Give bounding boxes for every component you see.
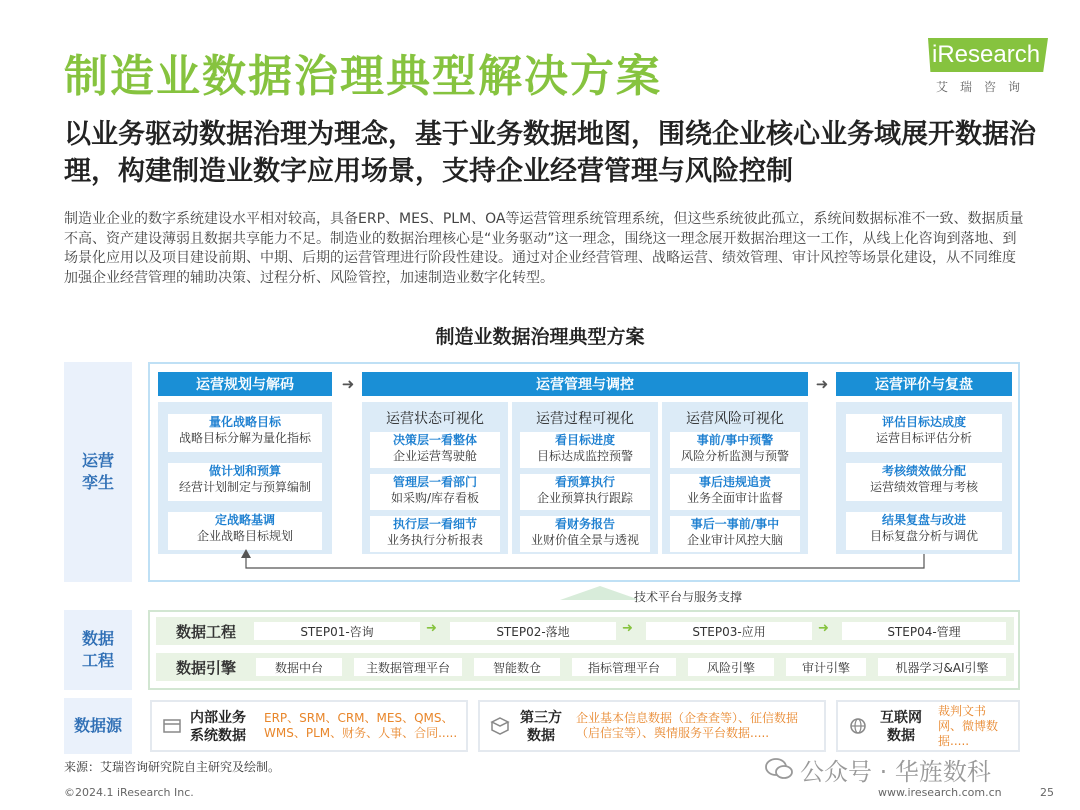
step-pill: STEP01-咨询 xyxy=(254,622,420,640)
card-title: 结果复盘与改进 xyxy=(881,513,966,527)
eng-engines-row xyxy=(156,653,1014,681)
page-subtitle: 以业务驱动数据治理为理念，基于业务数据地图，围绕企业核心业务域展开数据治理，构建制造业数字应用场景，支持企业经营管理与风险控制 xyxy=(64,119,1036,187)
source-name xyxy=(190,709,246,745)
card-title: 看预算执行 xyxy=(554,475,615,489)
globe-icon xyxy=(848,716,868,736)
card-desc: 企业运营驾驶舱 xyxy=(392,449,477,463)
logo-text: iResearch xyxy=(932,41,1041,68)
category-data-source xyxy=(64,698,132,754)
logo-subtitle: 艾瑞咨询 xyxy=(936,80,1033,94)
category-data-eng xyxy=(64,610,132,690)
card-desc: 企业预算执行跟踪 xyxy=(536,491,633,505)
source-list-line: 企业基本信息数据（企查查等）、征信数据 xyxy=(576,711,799,725)
eng-steps-row xyxy=(156,617,1014,645)
engine-pill: 主数据管理平台 xyxy=(354,658,462,676)
card-title: 管理层一看部门 xyxy=(392,475,477,489)
sub-state-visual xyxy=(362,402,508,554)
source-name xyxy=(520,709,562,745)
box-icon xyxy=(490,716,510,736)
col-review-head: 运营评价与复盘 xyxy=(836,372,1012,396)
card-desc: 业务全面审计监督 xyxy=(686,491,783,505)
card-manager-layer xyxy=(370,474,500,510)
source-name-line: 数据 xyxy=(887,728,915,744)
col-review-body xyxy=(836,402,1012,554)
source-internal xyxy=(150,700,468,752)
copyright: ©2024.1 iResearch Inc. xyxy=(64,786,194,799)
source-list-line: （启信宝等）、舆情服务平台数据..... xyxy=(576,726,770,740)
source-list xyxy=(576,711,798,741)
source-list xyxy=(938,704,998,749)
card-title: 看目标进度 xyxy=(554,433,615,447)
arrow-right-icon: ➜ xyxy=(818,621,829,636)
up-arrow-icon xyxy=(560,586,640,600)
card-quantify-goals xyxy=(168,414,322,452)
engine-pill: 风险引擎 xyxy=(688,658,774,676)
card-title: 决策层一看整体 xyxy=(392,433,477,447)
arrow-right-icon: ➜ xyxy=(815,375,829,393)
card-desc: 运营绩效管理与考核 xyxy=(869,480,978,494)
card-post-accountability xyxy=(670,474,800,510)
engine-pill: 智能数仓 xyxy=(474,658,560,676)
feedback-loop-connector xyxy=(148,540,1020,580)
card-desc: 如采购/库存看板 xyxy=(390,491,480,505)
arrow-right-icon: ➜ xyxy=(622,621,633,636)
sub-process-visual xyxy=(512,402,658,554)
card-title: 看财务报告 xyxy=(554,517,615,531)
card-desc: 运营目标评估分析 xyxy=(875,431,972,445)
iresearch-logo xyxy=(928,38,1050,94)
card-title: 评估目标达成度 xyxy=(881,415,966,429)
source-name xyxy=(880,709,922,745)
source-name-line: 内部业务 xyxy=(190,710,246,726)
card-pre-warning xyxy=(670,432,800,468)
eng-row-label: 数据引擎 xyxy=(176,659,237,677)
card-goal-assessment xyxy=(846,414,1002,452)
watermark: 公众号 · 华旌数科 xyxy=(800,758,991,786)
card-title: 考核绩效做分配 xyxy=(881,464,966,478)
card-budget-exec xyxy=(520,474,650,510)
col-planning-head: 运营规划与解码 xyxy=(158,372,332,396)
category-src-label: 数据源 xyxy=(73,716,122,735)
source-name-line: 数据 xyxy=(527,728,555,744)
arrow-right-icon: ➜ xyxy=(426,621,437,636)
step-pill: STEP04-管理 xyxy=(842,622,1006,640)
engine-pill: 数据中台 xyxy=(256,658,342,676)
category-ops-label: 运营 孪生 xyxy=(81,451,114,492)
card-title: 做计划和预算 xyxy=(208,464,281,478)
source-list-line: ERP、SRM、CRM、MES、QMS、 xyxy=(264,711,454,725)
source-name-line: 系统数据 xyxy=(190,728,246,744)
step-pill: STEP03-应用 xyxy=(646,622,812,640)
source-third-party xyxy=(478,700,826,752)
card-title: 执行层一看细节 xyxy=(392,517,477,531)
card-title: 事后一事前/事中 xyxy=(690,517,780,531)
body-paragraph: 制造业企业的数字系统建设水平相对较高，具备ERP、MES、PLM、OA等运营管理系统管理系统，但这些系统彼此孤立，系统间数据标准不一致、数据质量不高、资产建设薄弱且数据共享能力不足。制造业的数据治理核心是“业务驱动”这一理念，围绕这一理念展开数据治理这一工作，从线上化咨询到落地、到场景化应用以及项目建设前期、中期、后期的运营管理进行阶段性建设。通过对企业经营管理、战略运营、绩效管理、审计风控等场景化建设，从不同维度加强企业经营管理的辅助决策、过程分析、风险管控，加速制造业数字化转型。 xyxy=(64,211,1024,286)
page-title: 制造业数据治理典型解决方案 xyxy=(64,51,662,102)
website: www.iresearch.com.cn xyxy=(878,786,1002,799)
card-title: 量化战略目标 xyxy=(208,415,281,429)
card-goal-progress xyxy=(520,432,650,468)
card-desc: 目标达成监控预警 xyxy=(536,449,633,463)
card-title: 事前/事中预警 xyxy=(696,433,774,447)
server-icon xyxy=(162,716,182,736)
card-desc: 风险分析监测与预警 xyxy=(680,449,789,463)
card-title: 事后违规追责 xyxy=(698,475,771,489)
engine-pill: 指标管理平台 xyxy=(572,658,676,676)
col-management-head: 运营管理与调控 xyxy=(362,372,808,396)
card-decision-layer xyxy=(370,432,500,468)
col-planning-body xyxy=(158,402,332,554)
source-name-line: 互联网 xyxy=(880,710,922,726)
page-number: 25 xyxy=(1040,786,1054,799)
step-pill: STEP02-落地 xyxy=(450,622,616,640)
sub-head: 运营状态可视化 xyxy=(386,411,484,427)
card-desc: 业务执行分析报表 xyxy=(386,533,483,547)
source-note: 来源：艾瑞咨询研究院自主研究及绘制。 xyxy=(64,760,281,774)
engine-pill: 机器学习&AI引擎 xyxy=(878,658,1006,676)
card-title: 定战略基调 xyxy=(214,513,275,527)
diagram-title: 制造业数据治理典型方案 xyxy=(435,326,645,348)
engine-pill: 审计引擎 xyxy=(786,658,866,676)
wechat-icon xyxy=(764,756,794,782)
tech-platform-label: 技术平台与服务支撑 xyxy=(634,590,743,604)
source-list-line: 据..... xyxy=(938,734,970,748)
card-desc: 业财价值全景与透视 xyxy=(530,533,639,547)
sub-head: 运营风险可视化 xyxy=(686,411,784,427)
source-name-line: 第三方 xyxy=(520,710,562,726)
sub-head: 运营过程可视化 xyxy=(536,411,634,427)
arrow-right-icon: ➜ xyxy=(341,375,355,393)
source-list-line: 裁判文书 xyxy=(938,704,987,718)
card-desc: 经营计划制定与预算编制 xyxy=(178,480,311,494)
sub-risk-visual xyxy=(662,402,808,554)
card-desc: 企业战略目标规划 xyxy=(196,529,293,543)
card-performance xyxy=(846,463,1002,501)
source-list-line: WMS、PLM、财务、人事、合同..... xyxy=(264,726,458,740)
eng-row-label: 数据工程 xyxy=(176,623,237,641)
source-list-line: 网、微博数 xyxy=(938,719,999,733)
category-eng-label: 数据 工程 xyxy=(81,629,114,670)
card-desc: 目标复盘分析与调优 xyxy=(869,529,978,543)
card-desc: 战略目标分解为量化指标 xyxy=(178,431,311,445)
category-ops-twin xyxy=(64,362,132,582)
card-plan-budget xyxy=(168,463,322,501)
card-desc: 企业审计风控大脑 xyxy=(686,533,783,547)
source-internet xyxy=(836,700,1020,752)
source-list xyxy=(264,711,457,741)
